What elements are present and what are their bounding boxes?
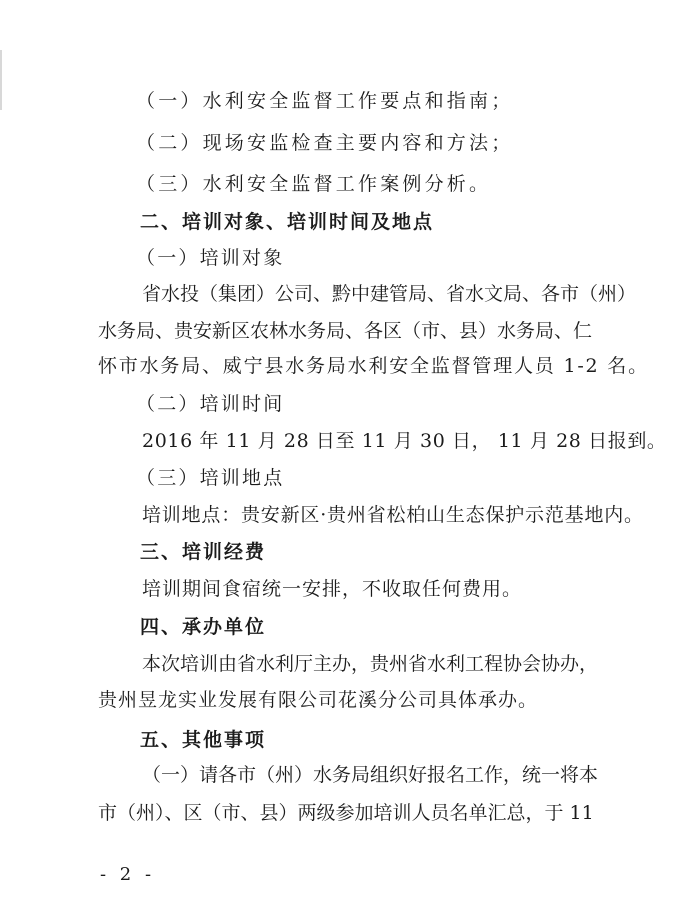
subheading-training-targets: （一）培训对象 <box>136 247 285 269</box>
paragraph-other-line-2: 市（州）、区（市、县）两级参加培训人员名单汇总，于 11 <box>98 802 594 824</box>
paragraph-targets-line-1: 省水投（集团）公司、黔中建管局、省水文局、各市（州） <box>142 283 637 305</box>
section-heading-training-targets: 二、培训对象、培训时间及地点 <box>140 211 435 233</box>
paragraph-training-expenses: 培训期间食宿统一安排，不收取任何费用。 <box>142 578 523 600</box>
paragraph-other-line-1: （一）请各市（州）水务局组织好报名工作，统一将本 <box>142 764 599 786</box>
paragraph-training-location: 培训地点：贵安新区·贵州省松柏山生态保护示范基地内。 <box>142 504 644 526</box>
section-heading-other-matters: 五、其他事项 <box>140 729 267 751</box>
list-item-inspection: （二）现场安监检查主要内容和方法； <box>136 132 514 154</box>
paragraph-organizers-line-2: 贵州昱龙实业发展有限公司花溪分公司具体承办。 <box>98 689 539 711</box>
scan-edge-mark <box>0 50 2 110</box>
page-number: - 2 - <box>100 864 156 885</box>
section-heading-organizers: 四、承办单位 <box>140 616 267 638</box>
subheading-training-time: （二）培训时间 <box>136 393 285 415</box>
subheading-training-location: （三）培训地点 <box>136 467 285 489</box>
paragraph-organizers-line-1: 本次培训由省水利厅主办，贵州省水利工程协会协办， <box>142 653 599 675</box>
paragraph-targets-line-2: 水务局、贵安新区农林水务局、各区（市、县）水务局、仁 <box>98 320 593 342</box>
paragraph-targets-line-3: 怀市水务局、威宁县水务局水利安全监督管理人员 1-2 名。 <box>98 355 649 377</box>
list-item-case-analysis: （三）水利安全监督工作案例分析。 <box>136 173 492 195</box>
paragraph-training-time: 2016 年 11 月 28 日至 11 月 30 日， 11 月 28 日报到。 <box>142 430 667 452</box>
section-heading-training-expenses: 三、培训经费 <box>140 541 267 563</box>
list-item-guidelines: （一）水利安全监督工作要点和指南； <box>136 90 514 112</box>
